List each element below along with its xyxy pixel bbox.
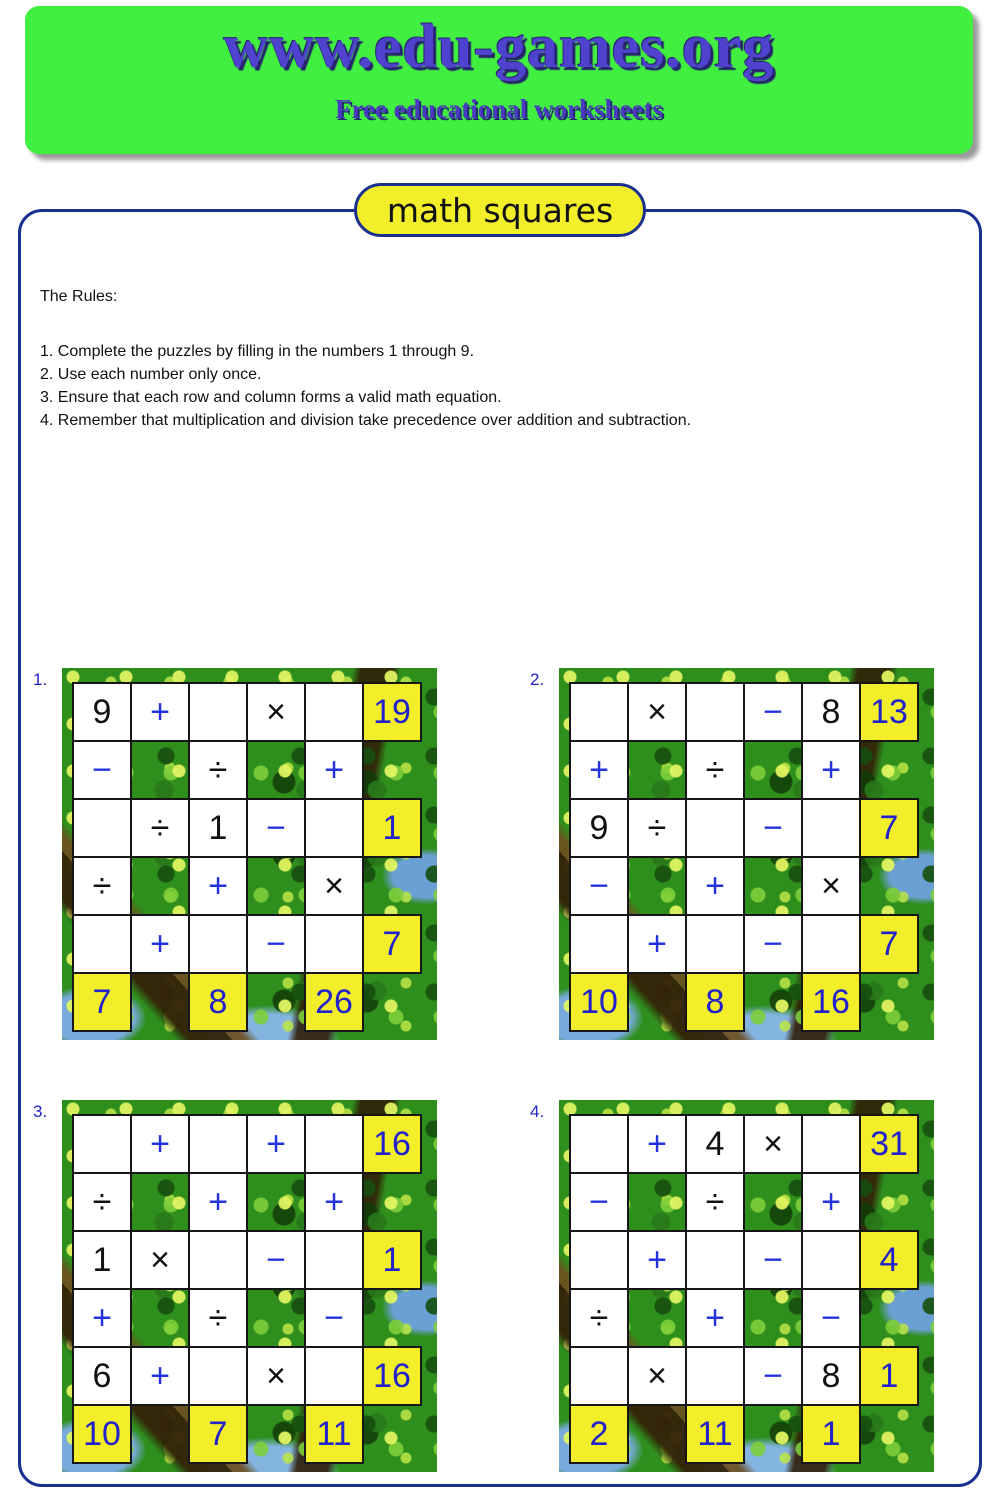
operator-cell: ÷ [628,799,686,857]
operator-cell: − [744,799,802,857]
puzzle-number-label: 2. [530,670,545,689]
background-cell [131,857,189,915]
background-cell [860,857,918,915]
background-cell [247,741,305,799]
puzzle-grid [72,682,422,1032]
result-cell: 26 [305,973,363,1031]
result-cell: 16 [363,1115,421,1173]
site-tagline: Free educational worksheets [335,94,663,124]
result-cell: 16 [802,973,860,1031]
operator-cell: ÷ [73,1173,131,1231]
result-cell: 4 [860,1231,918,1289]
background-cell [131,1173,189,1231]
operator-cell: × [247,683,305,741]
operator-cell: ÷ [189,1289,247,1347]
operator-cell: ÷ [686,741,744,799]
operator-cell: + [189,1173,247,1231]
given-number-cell: 9 [570,799,628,857]
blank-fill-in-cell[interactable] [802,915,860,973]
given-number-cell: 1 [189,799,247,857]
puzzle-board [559,1100,934,1472]
result-cell: 8 [686,973,744,1031]
blank-fill-in-cell[interactable] [802,799,860,857]
background-cell [860,1173,918,1231]
blank-fill-in-cell[interactable] [802,1231,860,1289]
background-cell [628,1405,686,1463]
operator-cell: + [802,1173,860,1231]
background-cell [131,1289,189,1347]
blank-fill-in-cell[interactable] [686,799,744,857]
background-cell [744,1289,802,1347]
puzzle-2 [530,668,940,1042]
background-cell [247,973,305,1031]
rules-section [40,288,691,432]
result-cell: 7 [189,1405,247,1463]
operator-cell: + [628,915,686,973]
blank-fill-in-cell[interactable] [189,1231,247,1289]
background-cell [628,973,686,1031]
blank-fill-in-cell[interactable] [73,915,131,973]
operator-cell: + [189,857,247,915]
result-cell: 1 [363,1231,421,1289]
background-cell [131,741,189,799]
operator-cell: + [131,683,189,741]
result-cell: 11 [305,1405,363,1463]
background-cell [628,741,686,799]
operator-cell: − [247,799,305,857]
operator-cell: ÷ [73,857,131,915]
puzzle-board [62,1100,437,1472]
background-cell [744,973,802,1031]
blank-fill-in-cell[interactable] [73,1115,131,1173]
background-cell [628,857,686,915]
background-cell [860,1405,918,1463]
operator-cell: − [305,1289,363,1347]
result-cell: 7 [860,799,918,857]
background-cell [247,1289,305,1347]
puzzle-board [559,668,934,1040]
rule-item-2: 2. Use each number only once. [40,366,262,383]
operator-cell: − [247,915,305,973]
blank-fill-in-cell[interactable] [686,1231,744,1289]
rule-item-3: 3. Ensure that each row and column forms a valid math equation. [40,389,502,406]
operator-cell: − [744,915,802,973]
blank-fill-in-cell[interactable] [305,799,363,857]
operator-cell: × [131,1231,189,1289]
operator-cell: × [305,857,363,915]
result-cell: 2 [570,1405,628,1463]
result-cell: 1 [860,1347,918,1405]
operator-cell: − [570,1173,628,1231]
blank-fill-in-cell[interactable] [570,1347,628,1405]
background-cell [860,741,918,799]
operator-cell: − [744,1231,802,1289]
operator-cell: − [744,1347,802,1405]
background-cell [744,741,802,799]
background-cell [744,1173,802,1231]
operator-cell: + [686,1289,744,1347]
given-number-cell: 1 [73,1231,131,1289]
operator-cell: + [802,741,860,799]
result-cell: 8 [189,973,247,1031]
operator-cell: × [628,683,686,741]
operator-cell: ÷ [131,799,189,857]
operator-cell: + [628,1231,686,1289]
result-cell: 16 [363,1347,421,1405]
blank-fill-in-cell[interactable] [570,683,628,741]
rule-item-4: 4. Remember that multiplication and division take precedence over addition and subtraction. [40,412,692,429]
blank-fill-in-cell[interactable] [686,683,744,741]
puzzle-4 [530,1100,940,1474]
given-number-cell: 6 [73,1347,131,1405]
operator-cell: ÷ [570,1289,628,1347]
result-cell: 1 [363,799,421,857]
operator-cell: + [628,1115,686,1173]
operator-cell: − [570,857,628,915]
blank-fill-in-cell[interactable] [570,1115,628,1173]
worksheet-title-pill [354,183,646,237]
operator-cell: − [744,683,802,741]
background-cell [247,1405,305,1463]
blank-fill-in-cell[interactable] [305,1347,363,1405]
background-cell [363,1173,421,1231]
background-cell [363,1289,421,1347]
operator-cell: − [73,741,131,799]
background-cell [744,1405,802,1463]
operator-cell: + [247,1115,305,1173]
operator-cell: + [570,741,628,799]
puzzle-number-label: 1. [33,670,48,689]
worksheet-title: math squares [386,190,614,230]
blank-fill-in-cell[interactable] [305,683,363,741]
result-cell: 7 [860,915,918,973]
background-cell [363,741,421,799]
blank-fill-in-cell[interactable] [570,1231,628,1289]
background-cell [628,1289,686,1347]
operator-cell: + [686,857,744,915]
operator-cell: + [131,1115,189,1173]
puzzle-1 [33,668,443,1042]
given-number-cell: 9 [73,683,131,741]
result-cell: 19 [363,683,421,741]
puzzle-grid [569,1114,919,1464]
operator-cell: − [802,1289,860,1347]
blank-fill-in-cell[interactable] [305,1231,363,1289]
puzzle-number-label: 3. [33,1102,48,1121]
blank-fill-in-cell[interactable] [189,683,247,741]
result-cell: 1 [802,1405,860,1463]
result-cell: 10 [570,973,628,1031]
operator-cell: × [247,1347,305,1405]
background-cell [247,1173,305,1231]
operator-cell: × [628,1347,686,1405]
rules-heading: The Rules: [40,288,118,305]
given-number-cell: 8 [802,1347,860,1405]
blank-fill-in-cell[interactable] [305,915,363,973]
blank-fill-in-cell[interactable] [189,915,247,973]
given-number-cell: 4 [686,1115,744,1173]
operator-cell: ÷ [189,741,247,799]
blank-fill-in-cell[interactable] [189,1347,247,1405]
operator-cell: + [131,915,189,973]
blank-fill-in-cell[interactable] [802,1115,860,1173]
operator-cell: + [305,741,363,799]
background-cell [628,1173,686,1231]
blank-fill-in-cell[interactable] [305,1115,363,1173]
background-cell [131,1405,189,1463]
background-cell [363,1405,421,1463]
result-cell: 7 [73,973,131,1031]
rule-item-1: 1. Complete the puzzles by filling in the numbers 1 through 9. [40,343,475,360]
background-cell [247,857,305,915]
operator-cell: + [131,1347,189,1405]
result-cell: 31 [860,1115,918,1173]
result-cell: 7 [363,915,421,973]
blank-fill-in-cell[interactable] [189,1115,247,1173]
blank-fill-in-cell[interactable] [686,915,744,973]
blank-fill-in-cell[interactable] [686,1347,744,1405]
puzzle-grid [569,682,919,1032]
background-cell [860,973,918,1031]
background-cell [860,1289,918,1347]
result-cell: 13 [860,683,918,741]
puzzle-grid [72,1114,422,1464]
background-cell [131,973,189,1031]
result-cell: 11 [686,1405,744,1463]
result-cell: 10 [73,1405,131,1463]
operator-cell: ÷ [686,1173,744,1231]
site-title: www.edu-games.org [223,13,775,81]
background-cell [363,973,421,1031]
background-cell [363,857,421,915]
operator-cell: × [744,1115,802,1173]
operator-cell: + [305,1173,363,1231]
puzzle-3 [33,1100,443,1474]
puzzle-board [62,668,437,1040]
operator-cell: − [247,1231,305,1289]
given-number-cell: 8 [802,683,860,741]
background-cell [744,857,802,915]
puzzle-number-label: 4. [530,1102,545,1121]
operator-cell: × [802,857,860,915]
operator-cell: + [73,1289,131,1347]
site-banner [25,6,973,154]
blank-fill-in-cell[interactable] [570,915,628,973]
blank-fill-in-cell[interactable] [73,799,131,857]
